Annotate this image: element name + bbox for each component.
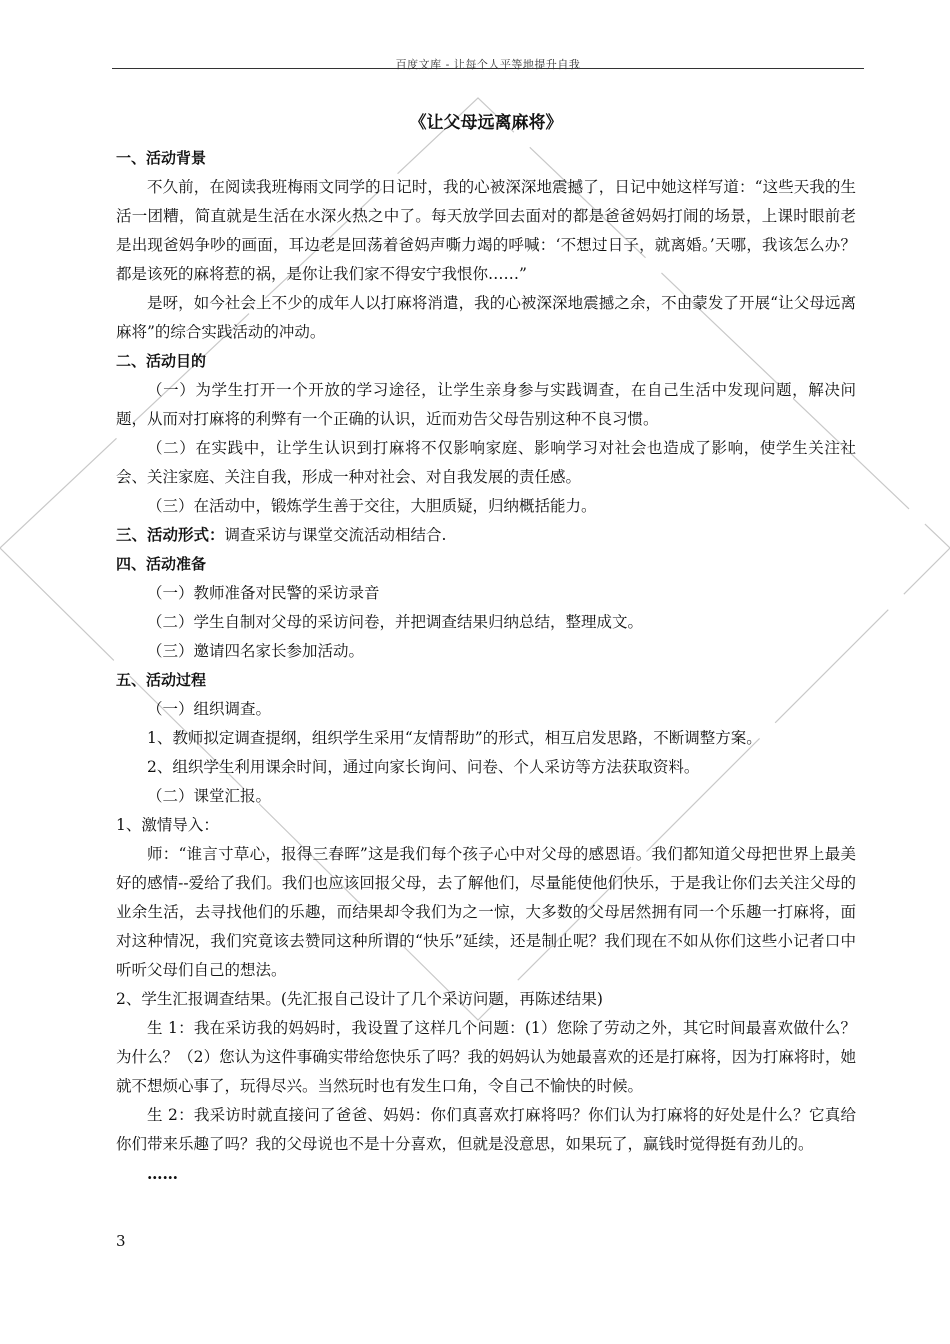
paragraph: 生 1：我在采访我的妈妈时，我设置了这样几个问题：(1）您除了劳动之外，其它时间最喜欢做什么？为什么？（2）您认为这件事确实带给您快乐了吗？我的妈妈认为她最喜欢的还是打麻将，因为打麻将时，她就不想烦心事了，玩得尽兴。当然玩时也有发生口角，令自己不愉快的时候。 [116, 1019, 856, 1095]
page-header: 百度文库 - 让每个人平等地提升自我 [395, 58, 581, 71]
paragraph: （一）为学生打开一个开放的学习途径，让学生亲身参与实践调查，在自己生活中发现问题，解决问题，从而对打麻将的利弊有一个正确的认识，近而劝告父母告别这种不良习惯。 [116, 381, 856, 428]
step-label: 2、学生汇报调查结果。(先汇报自己设计了几个采访问题，再陈述结果) [116, 990, 603, 1008]
paragraph: （三）在活动中，锻炼学生善于交往，大胆质疑，归纳概括能力。 [147, 497, 597, 515]
paragraph: （二）在实践中，让学生认识到打麻将不仅影响家庭、影响学习对社会也造成了影响，使学生关注社会、关注家庭、关注自我，形成一种对社会、对自我发展的责任感。 [116, 439, 856, 486]
section-form [116, 521, 856, 550]
step-label: 1、激情导入： [116, 816, 219, 834]
subheading: （二）课堂汇报。 [147, 787, 272, 805]
ellipsis: …… [147, 1164, 178, 1183]
list-item: （三）邀请四名家长参加活动。 [147, 642, 365, 660]
list-item: 1、教师拟定调查提纲，组织学生采用“友情帮助”的形式，相互启发思路，不断调整方案。 [147, 729, 762, 747]
document-title: 《让父母远离麻将》 [409, 113, 563, 133]
list-item: 2、组织学生利用课余时间，通过向家长询问、问卷、个人采访等方法获取资料。 [147, 758, 700, 776]
page-number: 3 [116, 1232, 126, 1250]
section-form-text: 调查采访与课堂交流活动相结合. [224, 526, 447, 544]
section-heading-preparation: 四、活动准备 [116, 555, 207, 573]
paragraph: 不久前，在阅读我班梅雨文同学的日记时，我的心被深深地震撼了，日记中她这样写道：“这些天我的生活一团糟，简直就是生活在水深火热之中了。每天放学回去面对的都是爸爸妈妈打闹的场景，上课时眼前老是出现爸妈争吵的画面，耳边老是回荡着爸妈声嘶力竭的呼喊：‘不想过日子，就离婚。’天哪，我该怎么办？都是该死的麻将惹的祸，是你让我们家不得安宁我恨你……” [116, 178, 856, 283]
section-heading-process: 五、活动过程 [116, 671, 207, 689]
header-rule [112, 68, 864, 69]
subheading: （一）组织调查。 [147, 700, 272, 718]
list-item: （二）学生自制对父母的采访问卷，并把调查结果归纳总结，整理成文。 [147, 613, 644, 631]
paragraph: 是呀，如今社会上不少的成年人以打麻将消遣，我的心被深深地震撼之余，不由蒙发了开展“让父母远离麻将”的综合实践活动的冲动。 [116, 294, 856, 341]
list-item: （一）教师准备对民警的采访录音 [147, 584, 380, 602]
section-heading-background: 一、活动背景 [116, 149, 207, 167]
document-body [116, 108, 856, 1188]
section-heading-form: 三、活动形式： [116, 526, 225, 544]
section-heading-purpose: 二、活动目的 [116, 352, 207, 370]
paragraph: 生 2：我采访时就直接问了爸爸、妈妈：你们真喜欢打麻将吗？你们认为打麻将的好处是什么？它真给你们带来乐趣了吗？我的父母说也不是十分喜欢，但就是没意思，如果玩了，赢钱时觉得挺有劲儿的。 [116, 1106, 856, 1153]
paragraph: 师：“谁言寸草心，报得三春晖”这是我们每个孩子心中对父母的感恩语。我们都知道父母把世界上最美好的感情--爱给了我们。我们也应该回报父母，去了解他们，尽量能使他们快乐，于是我让你们去关注父母的业余生活，去寻找他们的乐趣，而结果却令我们为之一惊，大多数的父母居然拥有同一个乐趣一打麻将，面对这种情况，我们究竟该去赞同这种所谓的“快乐”延续，还是制止呢？我们现在不如从你们这些小记者口中听听父母们自己的想法。 [116, 845, 856, 979]
